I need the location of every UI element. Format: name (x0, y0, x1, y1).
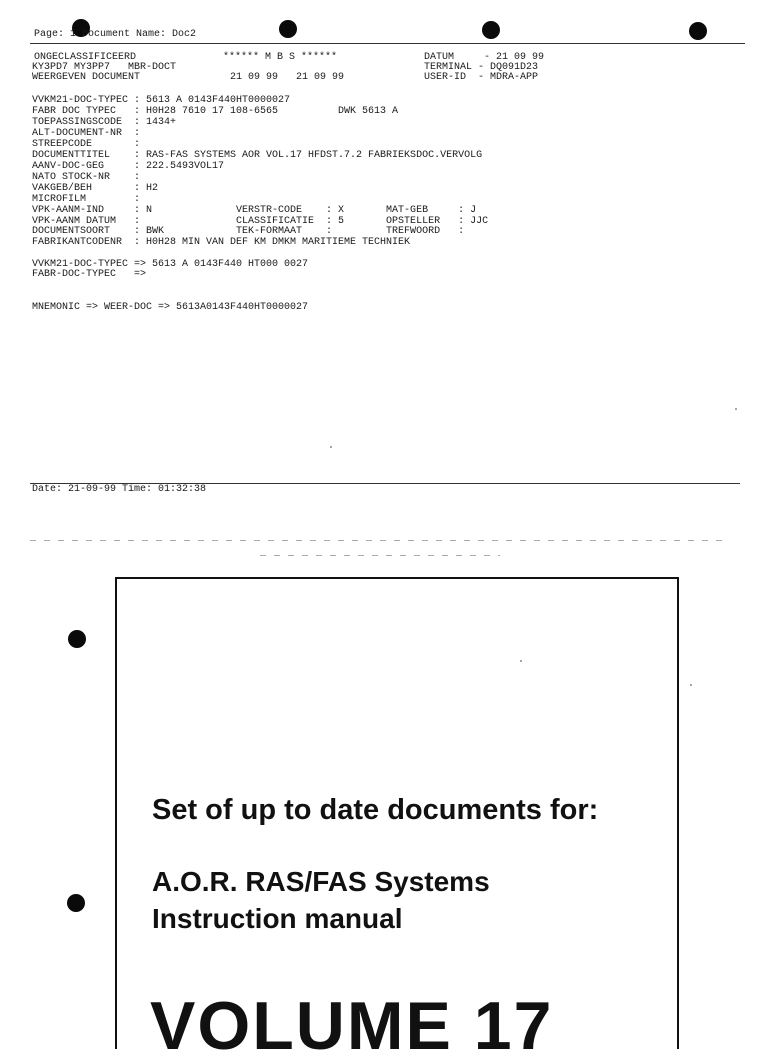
punch-hole-top-4 (689, 22, 707, 40)
field-row: FABR DOC TYPEC : H0H28 7610 17 108-6565 DWK 5613 A (32, 106, 399, 117)
field-row: VPK-AANM-IND : N VERSTR-CODE : X MAT-GEB : J (32, 205, 477, 216)
header-right-1: DATUM - 21 09 99 (424, 52, 545, 63)
punch-hole-left-2 (67, 894, 85, 912)
cover-volume: VOLUME 17 (150, 988, 554, 1064)
punch-hole-left-1 (68, 630, 86, 648)
header-mid-3: 21 09 99 21 09 99 (230, 72, 345, 83)
scan-speck (735, 408, 737, 410)
ref-row: FABR-DOC-TYPEC => (32, 269, 147, 280)
scan-speck (330, 446, 332, 448)
field-row: ALT-DOCUMENT-NR : (32, 128, 141, 139)
field-row: VPK-AANM DATUM : CLASSIFICATIE : 5 OPSTELLER : JJC (32, 216, 489, 227)
header-right-2: TERMINAL - DQ091D23 (424, 62, 539, 73)
field-row: DOCUMENTSOORT : BWK TEK-FORMAAT : TREFWOORD : (32, 226, 465, 237)
field-row: VAKGEB/BEH : H2 (32, 183, 159, 194)
field-row: STREEPCODE : (32, 139, 141, 150)
field-row: DOCUMENTTITEL : RAS-FAS SYSTEMS AOR VOL.17 HFDST.7.2 FABRIEKSDOC.VERVOLG (32, 150, 483, 161)
header-left-2: KY3PD7 MY3PP7 MBR-DOCT (32, 62, 177, 73)
cover-subtitle-line1: A.O.R. RAS/FAS Systems (152, 866, 490, 897)
field-row: NATO STOCK-NR : (32, 172, 141, 183)
field-row: TOEPASSINGSCODE : 1434+ (32, 117, 177, 128)
field-row: MICROFILM : (32, 194, 141, 205)
field-row: AANV-DOC-GEG : 222.5493VOL17 (32, 161, 225, 172)
footer-date-time: Date: 21-09-99 Time: 01:32:38 (32, 484, 207, 495)
cover-subtitle-line2: Instruction manual (152, 903, 403, 934)
field-row: VVKM21-DOC-TYPEC : 5613 A 0143F440HT0000027 (32, 95, 291, 106)
header-rule (30, 43, 745, 44)
punch-hole-top-2 (279, 20, 297, 38)
punch-hole-top-3 (482, 21, 500, 39)
header-left-1: ONGECLASSIFICEERD (34, 52, 137, 63)
field-row: FABRIKANTCODENR : H0H28 MIN VAN DEF KM DMKM MARITIEME TECHNIEK (32, 237, 411, 248)
mnemonic-line: MNEMONIC => WEER-DOC => 5613A0143F440HT0000027 (32, 302, 309, 313)
header-left-3: WEERGEVEN DOCUMENT (32, 72, 141, 83)
header-mid-1: ****** M B S ****** (223, 52, 338, 63)
page-header: Page: 1 Document Name: Doc2 (34, 29, 197, 40)
scan-dash (30, 540, 730, 541)
scan-speck (690, 684, 692, 686)
cover-heading: Set of up to date documents for: (152, 794, 599, 826)
scan-dash (260, 555, 500, 556)
ref-row: VVKM21-DOC-TYPEC => 5613 A 0143F440 HT000 0027 (32, 259, 309, 270)
header-right-3: USER-ID - MDRA-APP (424, 72, 539, 83)
